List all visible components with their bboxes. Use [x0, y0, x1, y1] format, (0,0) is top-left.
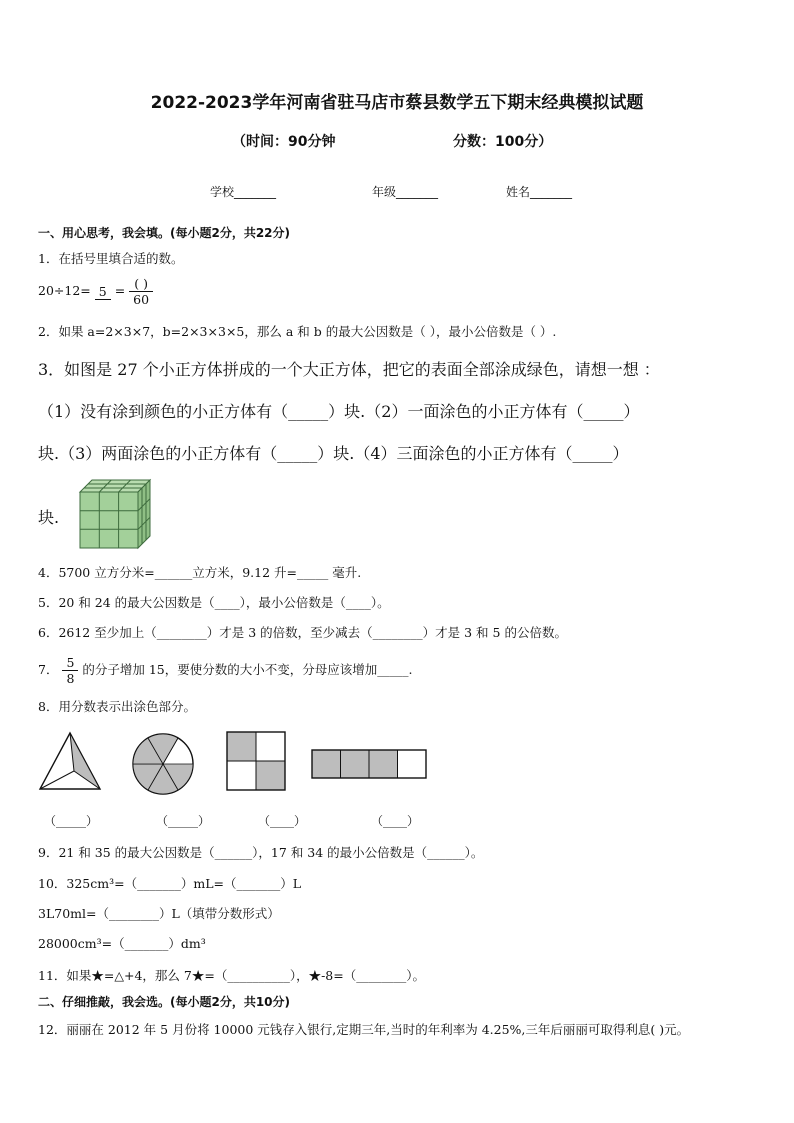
q7-fraction [62, 655, 78, 686]
question-1-expression [38, 276, 153, 307]
question-3-line-4: 块. [38, 508, 60, 527]
question-12: 12．丽丽在 2012 年 5 月份将 10000 元钱存入银行,定期三年,当时的年利率为 4.25%,三年后丽丽可取得利息( )元。 [38, 1022, 690, 1037]
green-cube-figure [76, 478, 154, 550]
q1-fraction-2 [129, 276, 153, 307]
q8-answer-1[interactable]: （_____） [44, 814, 99, 828]
question-5: 5．20 和 24 的最大公因数是（____），最小公倍数是（____）。 [38, 595, 390, 610]
page-title: 2022-2023学年河南省驻马店市蔡县数学五下期末经典模拟试题 [150, 93, 644, 113]
question-2: 2．如果 a=2×3×7，b=2×3×3×5，那么 a 和 b 的最大公因数是（ ），最小公倍数是（ ）. [38, 324, 557, 339]
q7-num: 5 [62, 655, 78, 671]
name-field[interactable]: 姓名_______ [506, 185, 573, 199]
square-grid-figure [226, 731, 288, 793]
grade-field[interactable]: 年级_______ [372, 185, 439, 199]
q1-frac1-num: 5 [95, 284, 111, 300]
q1-fraction-1 [95, 284, 111, 300]
q7-den: 8 [66, 671, 75, 686]
score-label: 分数：100分） [453, 134, 553, 150]
section-1-heading: 一、用心思考，我会填。(每小题2分，共22分) [38, 226, 291, 240]
q7-prefix: 7． [38, 662, 59, 677]
question-1-text: 1．在括号里填合适的数。 [38, 251, 184, 266]
time-label: （时间：90分钟 [232, 134, 336, 150]
question-6: 6．2612 至少加上（________）才是 3 的倍数，至少减去（________）才是 3 和 5 的公倍数。 [38, 625, 567, 640]
question-7 [38, 655, 412, 686]
school-field[interactable]: 学校_______ [210, 185, 277, 199]
q8-answer-3[interactable]: （____） [258, 814, 307, 828]
triangle-figure [38, 731, 102, 793]
q1-eq: = [114, 283, 126, 298]
q8-answer-2[interactable]: （_____） [156, 814, 211, 828]
q1-frac2-num[interactable]: ( ) [129, 276, 153, 292]
question-3-line-1: 3．如图是 27 个小正方体拼成的一个大正方体，把它的表面全部涂成绿色，请想一想 ： [38, 360, 660, 379]
question-10-line-2: 3L70ml=（________）L（填带分数形式） [38, 906, 280, 921]
q1-expr-prefix: 20÷12= [38, 283, 91, 298]
question-3-line-2: （1）没有涂到颜色的小正方体有（_____）块.（2）一面涂色的小正方体有（_____） [38, 402, 640, 421]
q8-answer-4[interactable]: （____） [371, 814, 420, 828]
question-8-text: 8．用分数表示出涂色部分。 [38, 699, 196, 714]
question-11: 11．如果★=△+4，那么 7★=（__________），★-8=（________）。 [38, 968, 425, 983]
strip-figure [310, 748, 428, 782]
question-10-line-1: 10．325cm³=（_______）mL=（_______）L [38, 876, 302, 891]
question-3-line-3: 块.（3）两面涂色的小正方体有（_____）块.（4）三面涂色的小正方体有（_____） [38, 444, 629, 463]
question-10-line-3: 28000cm³=（_______）dm³ [38, 936, 206, 951]
circle-figure [130, 731, 196, 797]
q7-text: 的分子增加 15，要使分数的大小不变，分母应该增加_____. [82, 662, 413, 677]
question-4: 4．5700 立方分米=______立方米，9.12 升=_____ 毫升. [38, 565, 362, 580]
section-2-heading: 二、仔细推敲，我会选。(每小题2分，共10分) [38, 995, 291, 1009]
q1-frac2-den: 60 [133, 292, 150, 307]
question-9: 9．21 和 35 的最大公因数是（______），17 和 34 的最小公倍数是（______）。 [38, 845, 484, 860]
